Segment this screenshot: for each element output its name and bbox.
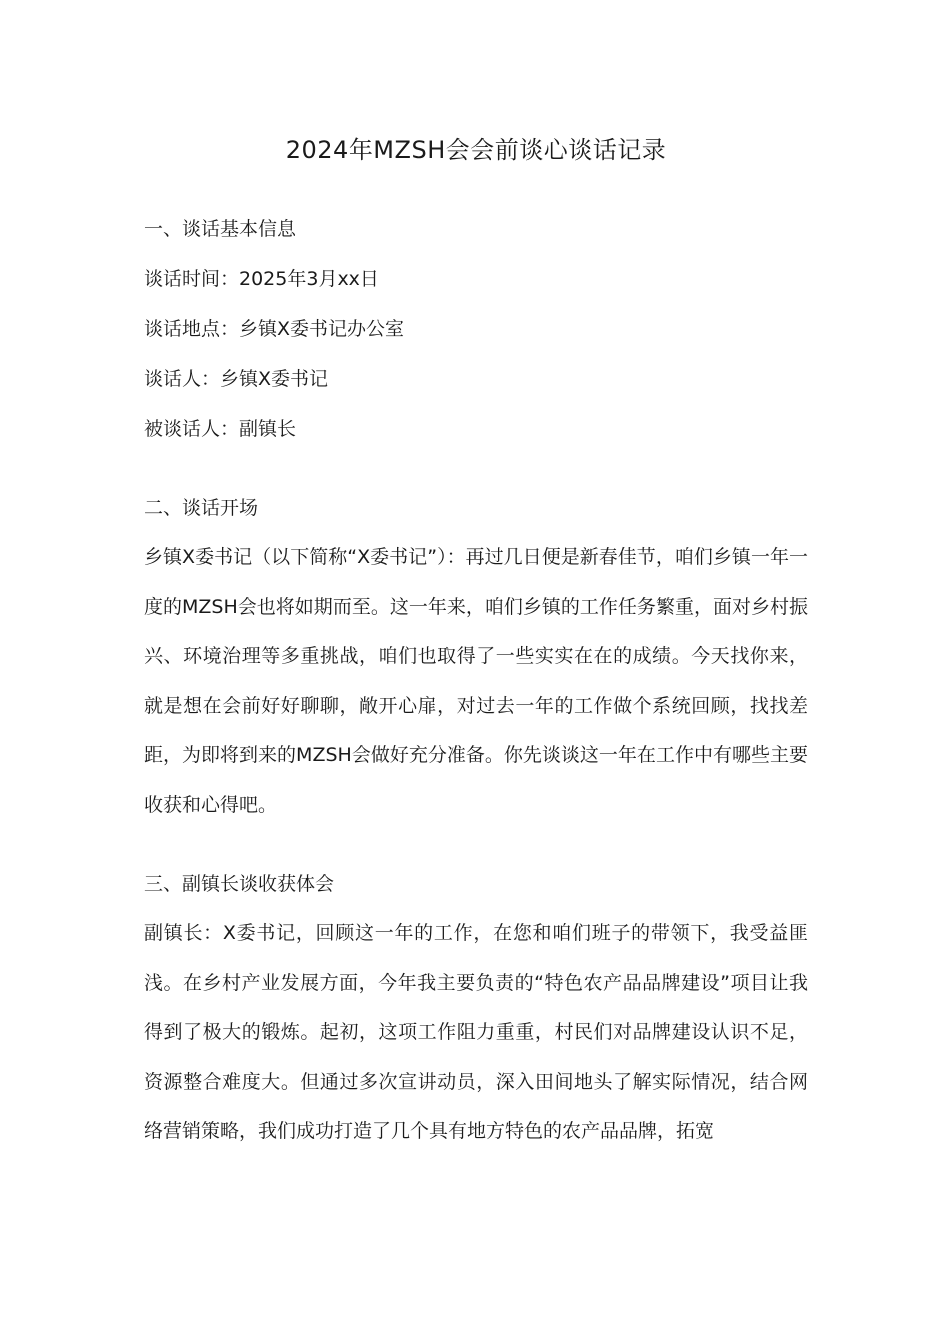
info-talker: 谈话人：乡镇X委书记	[144, 368, 329, 390]
section-basic-info	[144, 204, 808, 454]
section-heading-basic-info: 一、谈话基本信息	[144, 218, 297, 240]
info-talk-location: 谈话地点：乡镇X委书记办公室	[144, 318, 405, 340]
section-spacer	[144, 830, 808, 859]
section-heading-gains: 三、副镇长谈收获体会	[144, 873, 335, 895]
section-gains	[144, 859, 808, 1157]
section-heading-opening: 二、谈话开场	[144, 497, 259, 519]
document-body	[144, 128, 808, 1157]
gains-paragraph: 副镇长：X委书记，回顾这一年的工作，在您和咱们班子的带领下，我受益匪浅。在乡村产业发展方面，今年我主要负责的“特色农产品品牌建设”项目让我得到了极大的锻炼。起初，这项工作阻力重重，村民们对品牌建设认识不足，资源整合难度大。但通过多次宣讲动员，深入田间地头了解实际情况，结合网络营销策略，我们成功打造了几个具有地方特色的农产品品牌，拓宽	[144, 922, 808, 1142]
section-opening	[144, 483, 808, 830]
section-spacer	[144, 454, 808, 483]
document-title: 2024年MZSH会会前谈心谈话记录	[285, 136, 667, 164]
opening-paragraph: 乡镇X委书记（以下简称“X委书记”）：再过几日便是新春佳节，咱们乡镇一年一度的MZSH会也将如期而至。这一年来，咱们乡镇的工作任务繁重，面对乡村振兴、环境治理等多重挑战，咱们也取得了一些实实在在的成绩。今天找你来，就是想在会前好好聊聊，敞开心扉，对过去一年的工作做个系统回顾，找找差距，为即将到来的MZSH会做好充分准备。你先谈谈这一年在工作中有哪些主要收获和心得吧。	[144, 546, 808, 816]
info-talk-time: 谈话时间：2025年3月xx日	[144, 268, 379, 290]
info-interviewee: 被谈话人：副镇长	[144, 418, 297, 440]
